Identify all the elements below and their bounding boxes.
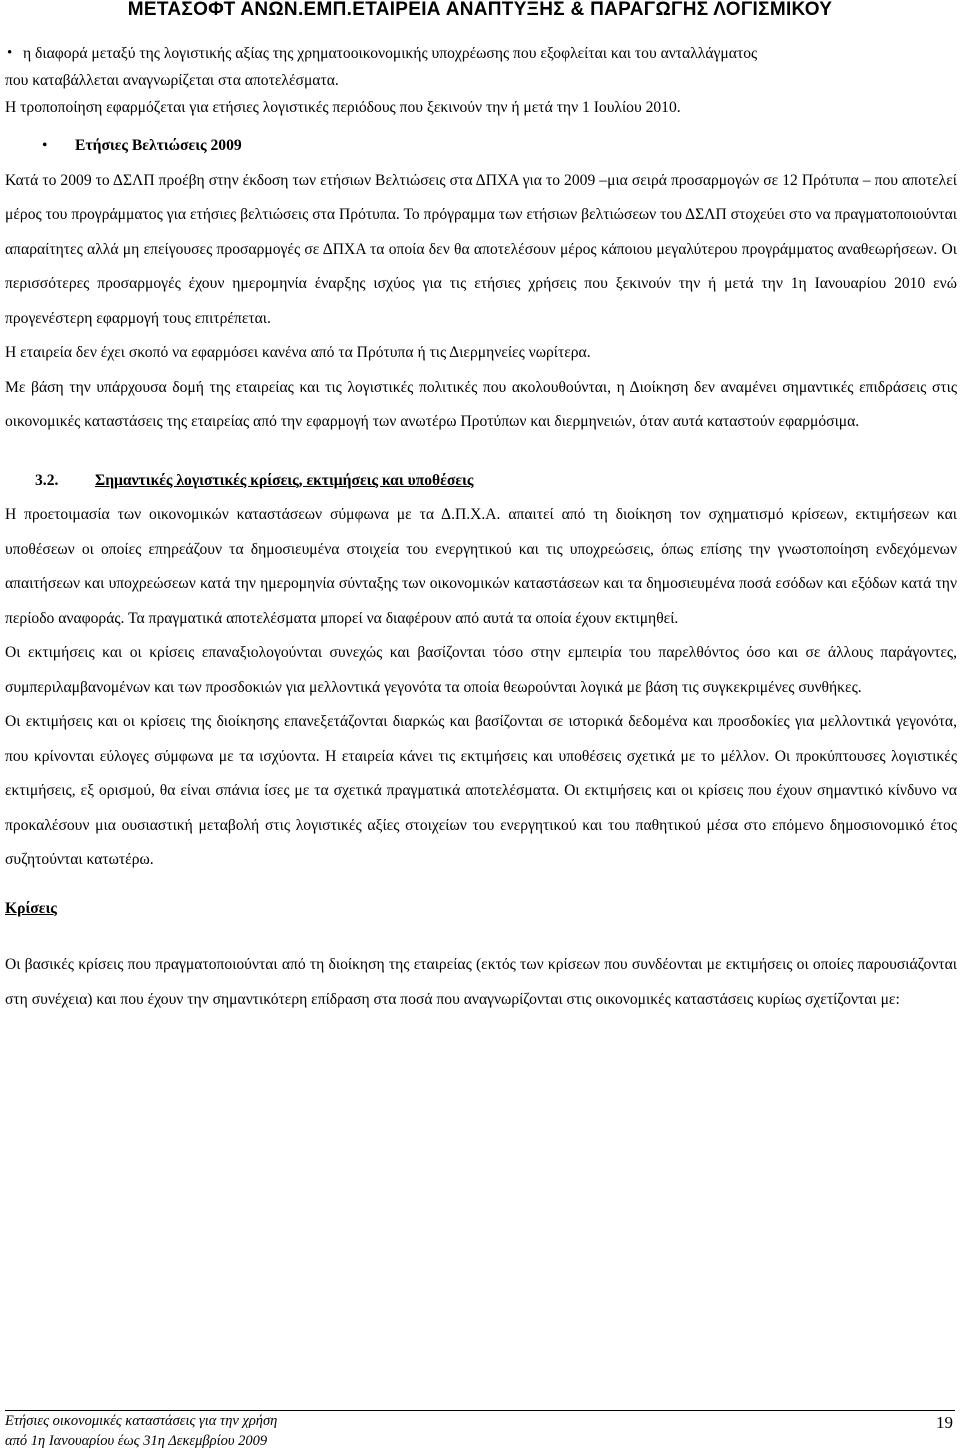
subheading: Κρίσεις (5, 899, 57, 917)
paragraph: Η προετοιμασία των οικονομικών καταστάσεων σύμφωνα με τα Δ.Π.Χ.Α. απαιτεί από τη διοίκηση τον σχηματισμό κρίσεων, εκτιμήσεων και υποθέσεων οι οποίες επηρεάζουν τα δημοσιευμένα στοιχεία του ενεργητικού και τις υποχρεώσεις, όπως επίσης την γνωστοποίηση ενδεχόμενων απαιτήσεων και υποχρεώσεων κατά την ημερομηνία σύνταξης των οικονομικών καταστάσεων και τα δημοσιευμένα ποσά εσόδων και εξόδων κατά την περίοδο αναφοράς. Τα πραγματικά αποτελέσματα μπορεί να διαφέρουν από αυτά τα οποία έχουν εκτιμηθεί. (5, 506, 957, 627)
paragraph: Οι εκτιμήσεις και οι κρίσεις επαναξιολογούνται συνεχώς και βασίζονται τόσο στην εμπειρία του παρελθόντος όσο και σε άλλους παράγοντες, συμπεριλαμβανομένων και των προσδοκιών για μελλοντικά γεγονότα τα οποία θεωρούνται λογικά με βάση τις συγκεκριμένες συνθήκες. (5, 644, 957, 696)
document-body (5, 40, 957, 1017)
footer-line-1: Ετήσιες οικονομικές καταστάσεις για την χρήση (5, 1413, 278, 1429)
paragraph: Οι βασικές κρίσεις που πραγματοποιούνται από τη διοίκηση της εταιρείας (εκτός των κρίσεων που συνδέονται με εκτιμήσεις οι οποίες παρουσιάζονται στη συνέχεια) και που έχουν την σημαντικότερη επίδραση στα ποσά που αναγνωρίζονται στις οικονομικές καταστάσεις κυρίως σχετίζονται με: (5, 956, 957, 1008)
paragraph: Η τροποποίηση εφαρμόζεται για ετήσιες λογιστικές περιόδους που ξεκινούν την ή μετά την 1 Ιουλίου 2010. (5, 99, 681, 116)
subsection-title (5, 129, 957, 164)
paragraph: Με βάση την υπάρχουσα δομή της εταιρείας και τις λογιστικές πολιτικές που ακολουθούνται, η Διοίκηση δεν αναμένει σημαντικές επιδράσεις στις οικονομικές καταστάσεις της εταιρείας από την εφαρμογή των ανωτέρω Προτύπων και διερμηνειών, όταν αυτά καταστούν εφαρμόσιμα. (5, 378, 957, 430)
spacer (5, 926, 957, 948)
paragraph: Η εταιρεία δεν έχει σκοπό να εφαρμόσει κανένα από τα Πρότυπα ή τις Διερμηνείες νωρίτερα. (5, 344, 591, 361)
section-title: Σημαντικές λογιστικές κρίσεις, εκτιμήσεις και υποθέσεις (95, 471, 474, 489)
bullet-icon: • (7, 45, 13, 61)
list-item (5, 40, 957, 67)
bullet-icon: • (42, 137, 48, 154)
page-number: 19 (936, 1413, 953, 1432)
paragraph: Οι εκτιμήσεις και οι κρίσεις της διοίκησης επανεξετάζονται διαρκώς και βασίζονται σε ιστορικά δεδομένα και προσδοκίες για μελλοντικά γεγονότα, που κρίνονται εύλογες σύμφωνα με τα ισχύοντα. Η εταιρεία κάνει τις εκτιμήσεις και υποθέσεις σχετικά με το μέλλον. Οι προκύπτουσες λογιστικές εκτιμήσεις, εξ ορισμού, θα είναι σπάνια ίσες με τα σχετικά πραγματικά αποτελέσματα. Οι εκτιμήσεις και οι κρίσεις που έχουν σημαντικό κίνδυνο να προκαλέσουν μια ουσιαστική μεταβολή στις λογιστικές αξίες στοιχείων του ενεργητικού και του παθητικού μέσα στο επόμενο δημοσιονομικό έτος συζητούνται κατωτέρω. (5, 713, 957, 868)
footer-line-2: από 1η Ιανουαρίου έως 31η Δεκεμβρίου 2009 (5, 1433, 268, 1449)
paragraph: Κατά το 2009 το ΔΣΛΠ προέβη στην έκδοση των ετήσιων Βελτιώσεις στα ΔΠΧΑ για το 2009 –μια σειρά προσαρμογών σε 12 Πρότυπα – που αποτελεί μέρος του προγράμματος για ετήσιες βελτιώσεις στα Πρότυπα. Το πρόγραμμα των ετήσιων βελτιώσεων του ΔΣΛΠ στοχεύει στο να πραγματοποιούνται απαραίτητες αλλά μη επείγουσες προσαρμογές σε ΔΠΧΑ τα οποία δεν θα αποτελέσουν μέρος κάποιου μεγαλύτερου προγράμματος αναθεωρήσεων. Οι περισσότερες προσαρμογές έχουν ημερομηνία έναρξης ισχύος για τις ετήσιες χρήσεις που ξεκινούν την ή μετά την 1η Ιανουαρίου 2010 ενώ προγενέστερη εφαρμογή τους επιτρέπεται. (5, 171, 957, 327)
footer-divider (5, 1410, 955, 1411)
bullet-text: η διαφορά μεταξύ της λογιστικής αξίας της χρηματοοικονομικής υποχρέωσης που εξοφλείται και του ανταλλάγματος (23, 45, 758, 62)
paragraph: που καταβάλλεται αναγνωρίζεται στα αποτελέσματα. (5, 72, 339, 89)
page-header: ΜΕΤΑΣΟΦΤ ΑΝΩΝ.ΕΜΠ.ΕΤΑΙΡΕΙΑ ΑΝΑΠΤΥΞΗΣ & ΠΑΡΑΓΩΓΗΣ ΛΟΓΙΣΜΙΚΟΥ (127, 0, 833, 20)
subsection-title-text: Ετήσιες Βελτιώσεις 2009 (75, 137, 242, 154)
section-number: 3.2. (35, 471, 59, 489)
section-heading (5, 464, 957, 499)
